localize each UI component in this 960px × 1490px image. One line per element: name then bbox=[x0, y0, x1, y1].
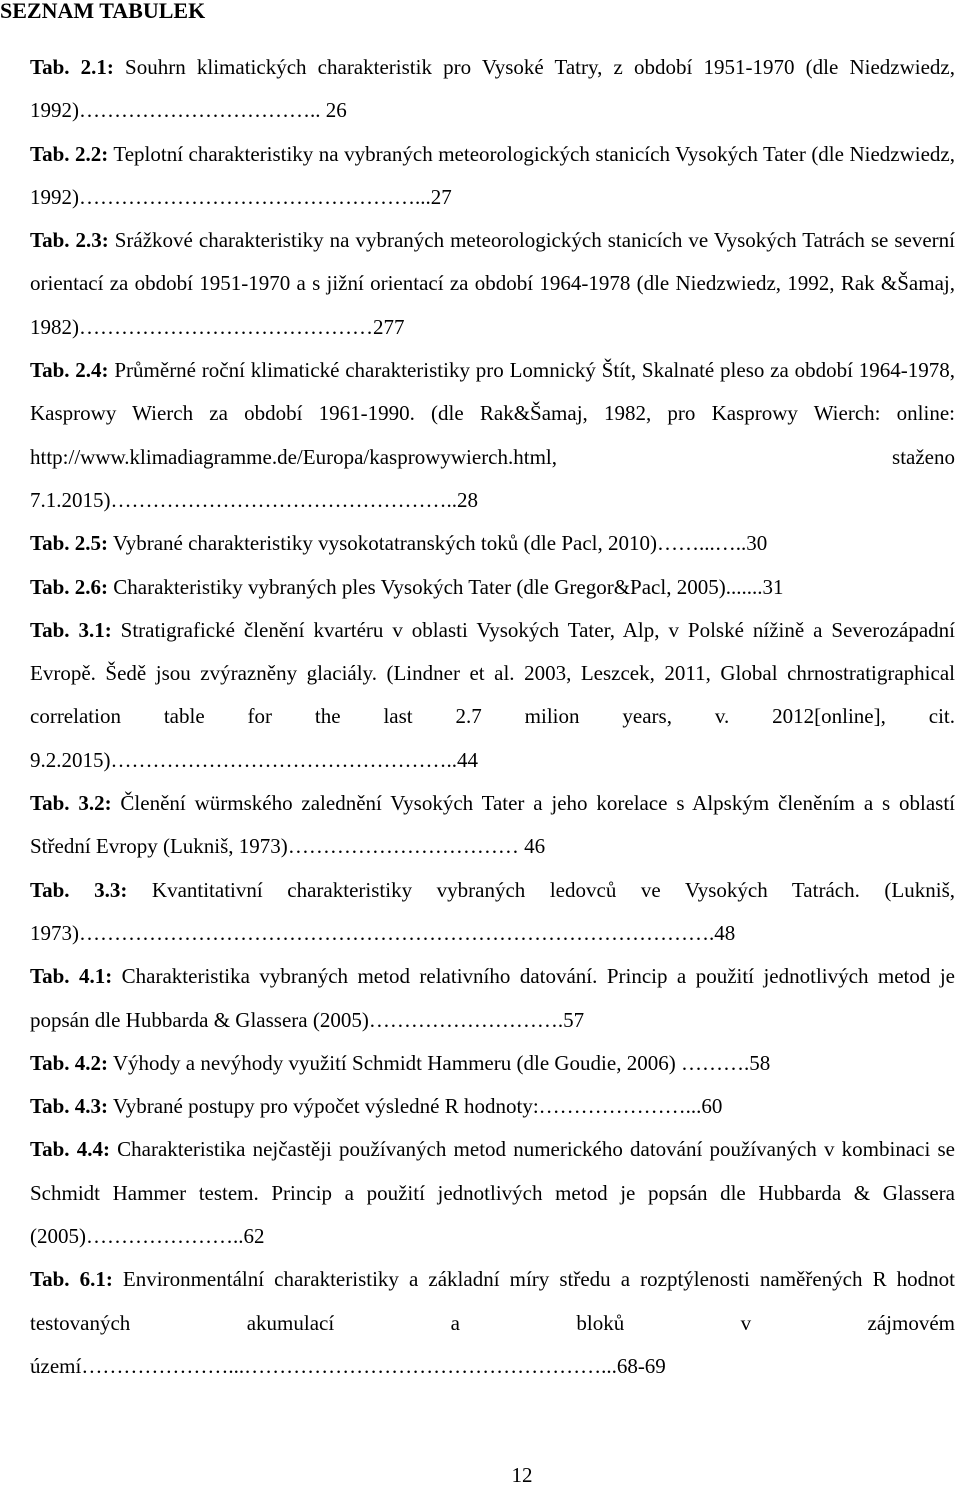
entry-caption: Srážkové charakteristiky na vybraných meteorologických stanicích ve Vysokých Tatrách se severní orientací za období 1951-1970 a s jižní orientací za období 1964-1978 (dle Niedzwiedz, 1992, Rak &Šamaj, 1982) bbox=[30, 228, 955, 339]
entry-label: Tab. 2.5: bbox=[30, 531, 109, 556]
entry-leader-dots: ....... bbox=[725, 574, 763, 599]
entry-leader-dots: …………………………………… bbox=[79, 314, 373, 339]
entry-label: Tab. 6.1: bbox=[30, 1267, 113, 1292]
table-list bbox=[30, 46, 955, 1388]
entry-page-number: 27 bbox=[430, 184, 452, 209]
toc-entry[interactable] bbox=[30, 1128, 955, 1258]
entry-leader-dots: …………………………… bbox=[287, 834, 525, 859]
entry-caption: Členění würmského zalednění Vysokých Tater a jeho korelace s Alpským členěním a s oblastí Střední Evropy (Lukniš, 1973) bbox=[30, 791, 955, 859]
entry-label: Tab. 2.4: bbox=[30, 358, 109, 383]
entry-page-number: 58 bbox=[749, 1050, 771, 1075]
entry-label: Tab. 2.1: bbox=[30, 55, 114, 79]
entry-page-number: 57 bbox=[563, 1007, 585, 1032]
toc-entry[interactable] bbox=[30, 219, 955, 349]
entry-label: Tab. 2.3: bbox=[30, 228, 109, 253]
toc-entry[interactable] bbox=[30, 133, 955, 220]
entry-label: Tab. 4.1: bbox=[30, 964, 113, 989]
page-heading: SEZNAM TABULEK bbox=[0, 0, 206, 23]
toc-entry[interactable] bbox=[30, 1258, 955, 1388]
entry-page-number: 31 bbox=[762, 574, 784, 599]
entry-caption: Souhrn klimatických charakteristik pro Vysoké Tatry, z období 1951-1970 (dle Niedzwiedz, 1992) bbox=[30, 55, 955, 123]
entry-page-number: 30 bbox=[746, 531, 768, 556]
entry-leader-dots: …………………...……………………………………………... bbox=[81, 1353, 617, 1378]
entry-caption: Vybrané postupy pro výpočet výsledné R hodnoty: bbox=[108, 1094, 539, 1119]
entry-page-number: 28 bbox=[457, 487, 478, 512]
entry-label: Tab. 4.4: bbox=[30, 1137, 110, 1162]
toc-entry[interactable] bbox=[30, 782, 955, 869]
toc-entry[interactable] bbox=[30, 1085, 955, 1128]
entry-caption: Průměrné roční klimatické charakteristiky pro Lomnický Štít, Skalnaté pleso za období 1964-1978, Kasprowy Wierch za období 1961-1990. (dle Rak&Šamaj, 1982, pro Kasprowy Wierch: online: http://www.klimadiagramme.de/Europa/kasprowywierch.html, staženo 7.1.2015) bbox=[30, 358, 955, 512]
entry-caption: Vybrané charakteristiky vysokotatranských toků (dle Pacl, 2010) bbox=[108, 531, 657, 556]
entry-page-number: 46 bbox=[524, 834, 546, 859]
entry-page-number: 62 bbox=[243, 1224, 265, 1249]
entry-caption: Teplotní charakteristiky na vybraných meteorologických stanicích Vysokých Tater (dle Niedzwiedz, 1992) bbox=[30, 141, 955, 209]
entry-leader-dots: ………………………. bbox=[368, 1007, 564, 1032]
entry-caption: Charakteristika nejčastěji používaných metod numerického datování používaných v kombinaci se Schmidt Hammer testem. Princip a použití jednotlivých metod je popsán dle Hubbarda & Glassera (2005) bbox=[30, 1137, 955, 1249]
toc-entry[interactable] bbox=[30, 609, 955, 782]
entry-caption: Stratigrafické členění kvartéru v oblasti Vysokých Tater, Alp, v Polské nížině a Severozápadní Evropě. Šedě jsou zvýrazněny glaciály. (Lindner et al. 2003, Leszcek, 2011, Global chrnostratigraphical correlation table for the last 2.7 milion years, v. 2012[online], cit. 9.2.2015) bbox=[30, 617, 955, 772]
toc-entry[interactable] bbox=[30, 566, 955, 609]
entry-leader-dots: ………………………………………………………………………………. bbox=[79, 920, 715, 945]
entry-label: Tab. 3.1: bbox=[30, 617, 112, 642]
toc-entry[interactable] bbox=[30, 869, 955, 956]
entry-caption: Charakteristika vybraných metod relativního datování. Princip a použití jednotlivých metod je popsán dle Hubbarda & Glassera (2005) bbox=[30, 964, 955, 1032]
entry-page-number: 44 bbox=[457, 747, 478, 772]
entry-label: Tab. 4.3: bbox=[30, 1094, 109, 1119]
entry-caption: Kvantitativní charakteristiky vybraných ledovců ve Vysokých Tatrách. (Lukniš, 1973) bbox=[30, 877, 955, 945]
toc-entry[interactable] bbox=[30, 955, 955, 1042]
entry-page-number: 48 bbox=[714, 920, 736, 945]
entry-caption: Výhody a nevýhody využití Schmidt Hammeru (dle Goudie, 2006) bbox=[108, 1050, 676, 1075]
entry-page-number: 60 bbox=[701, 1094, 723, 1119]
entry-page-number: 277 bbox=[373, 314, 405, 339]
entry-leader-dots: …………………………………………... bbox=[79, 184, 431, 209]
entry-label: Tab. 4.2: bbox=[30, 1050, 109, 1075]
entry-leader-dots: ………………………………………….. bbox=[110, 487, 457, 512]
entry-leader-dots: ………………….. bbox=[86, 1224, 244, 1249]
page-number: 12 bbox=[511, 1463, 533, 1487]
entry-caption: Environmentální charakteristiky a základní míry středu a rozptýlenosti naměřených R hodnot testovaných akumulací a bloků v zájmovém území bbox=[30, 1267, 955, 1378]
toc-entry[interactable] bbox=[30, 1042, 955, 1085]
entry-leader-dots: ……...….. bbox=[657, 531, 747, 556]
entry-label: Tab. 3.3: bbox=[30, 877, 128, 902]
entry-leader-dots: …………………………….. bbox=[79, 98, 321, 123]
entry-leader-dots: ………………………………………….. bbox=[110, 747, 457, 772]
entry-leader-dots: …………………... bbox=[538, 1094, 702, 1119]
entry-label: Tab. 2.2: bbox=[30, 141, 109, 166]
toc-entry[interactable] bbox=[30, 349, 955, 522]
entry-label: Tab. 2.6: bbox=[30, 574, 109, 599]
toc-entry[interactable] bbox=[30, 46, 955, 133]
entry-page-number: 26 bbox=[320, 98, 347, 123]
entry-caption: Charakteristiky vybraných ples Vysokých Tater (dle Gregor&Pacl, 2005) bbox=[108, 574, 726, 599]
toc-entry[interactable] bbox=[30, 522, 955, 565]
entry-label: Tab. 3.2: bbox=[30, 791, 112, 816]
entry-page-number: 68-69 bbox=[616, 1353, 666, 1378]
entry-leader-dots: ………. bbox=[675, 1050, 750, 1075]
